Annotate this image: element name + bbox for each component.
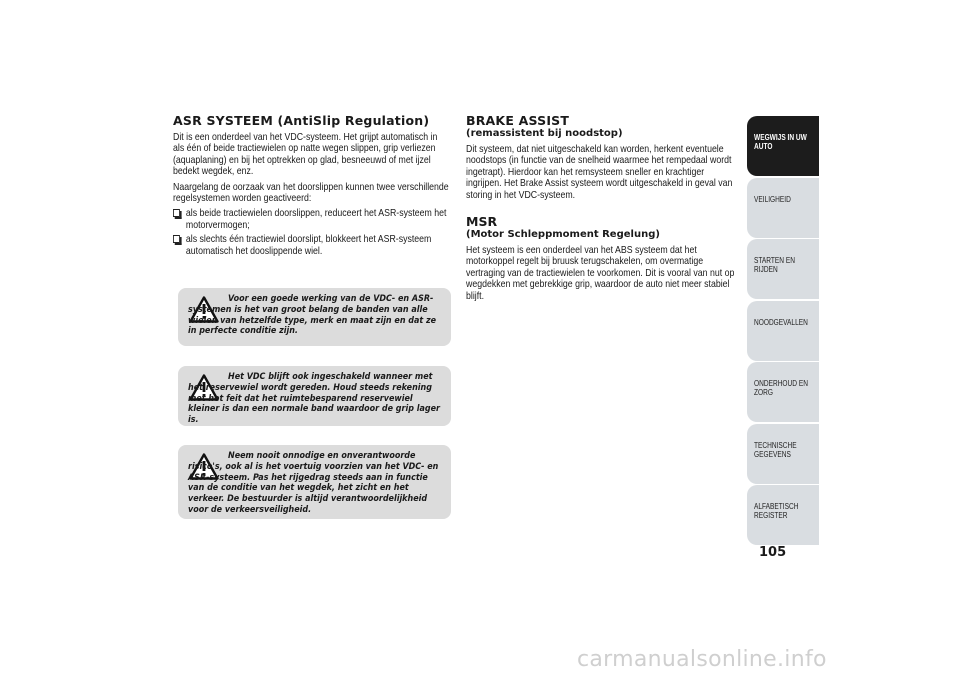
- warning-box: [178, 445, 451, 519]
- warning-text: Het VDC blijft ook ingeschakeld wanneer met het reservewiel wordt gereden. Houd steeds rekening met het feit dat het ruimtebesparend reservewiel kleiner is dan een normale band waardoor de grip lager is.: [188, 371, 440, 426]
- brake-assist-subtitle: (remassistent bij noodstop): [466, 128, 623, 139]
- msr-title: MSR: [466, 214, 498, 230]
- bullet-text: als slechts één tractiewiel doorslipt, blokkeert het ASR-systeem automatisch het dooslippende wiel.: [185, 234, 432, 257]
- watermark: carmanualsonline.info: [577, 647, 827, 672]
- brake-assist-title: BRAKE ASSIST: [466, 113, 570, 128]
- left-column: [173, 113, 451, 260]
- tab-label: STARTEN EN RIJDEN: [754, 256, 795, 274]
- checkbox-bullet-icon: [173, 235, 180, 243]
- chapter-tabs: [747, 116, 819, 547]
- asr-paragraph: Naargelang de oorzaak van het doorslippen kunnen twee verschillende regelsystemen worden geactiveerd:: [173, 181, 449, 205]
- tab-label: TECHNISCHE GEGEVENS: [754, 440, 797, 459]
- tab-label: ALFABETISCH REGISTER: [754, 502, 799, 520]
- msr-subtitle: (Motor Schleppmoment Regelung): [466, 229, 660, 241]
- page-number: 105: [759, 545, 787, 560]
- right-column: [466, 113, 736, 306]
- tab-onderhoud-en-zorg[interactable]: [747, 362, 819, 422]
- checkbox-bullet-icon: [173, 209, 180, 217]
- tab-label: ONDERHOUD EN ZORG: [754, 379, 808, 397]
- tab-veiligheid[interactable]: [747, 178, 819, 238]
- asr-paragraph: Dit is een onderdeel van het VDC-systeem. Het grijpt automatisch in als één of beide tractiewielen op natte wegen slippen, grip verliezen (aquaplaning) en bij het optrekken op glad, besneeuwd of met ijzel bedekt wegdek, enz.: [173, 132, 438, 178]
- tab-wegwijs-in-uw-auto[interactable]: [747, 116, 819, 176]
- msr-text: Het systeem is een onderdeel van het ABS systeem dat het motorkoppel regelt bij bruusk terugschakelen, om overmatige vertraging van de tractiewielen te voorkomen. Dit is vooral van nut op wegdekken met gebrekkige grip, waardoor de auto niet meer stabiel blijft.: [466, 245, 735, 302]
- warning-box: [178, 288, 451, 346]
- asr-bullet-item: [173, 234, 463, 257]
- tab-alfabetisch-register[interactable]: [747, 485, 819, 545]
- warning-text: Voor een goede werking van de VDC- en ASR-systemen is het van groot belang de banden van alle wielen van hetzelfde type, merk en maat zijn en dat ze in perfecte conditie zijn.: [188, 293, 437, 337]
- asr-bullet-item: [173, 208, 463, 231]
- warning-box: [178, 366, 451, 426]
- tab-label: NOODGEVALLEN: [754, 317, 808, 327]
- bullet-text: als beide tractiewielen doorslippen, reduceert het ASR-systeem het motorvermogen;: [185, 208, 447, 231]
- tab-noodgevallen[interactable]: [747, 301, 819, 361]
- tab-starten-en-rijden[interactable]: [747, 239, 819, 299]
- tab-technische-gegevens[interactable]: [747, 424, 819, 484]
- tab-label: WEGWIJS IN UW AUTO: [754, 133, 807, 151]
- brake-assist-text: Dit systeem, dat niet uitgeschakeld kan worden, herkent eventuele noodstops (in functie van de snelheid waarmee het rempedaal wordt ingetrapt). Hierdoor kan het remsysteem sneller en krachtiger ingrijpen. Het Brake Assist systeem wordt uitgeschakeld in geval van storing in het VDC-systeem.: [466, 144, 733, 201]
- tab-label: VEILIGHEID: [754, 194, 791, 204]
- warning-text: Neem nooit onnodige en onverantwoorde risico's, ook al is het voertuig voorzien van het VDC- en ASR-systeem. Pas het rijgedrag steeds aan in functie van de conditie van het wegdek, het zicht en het verkeer. De bestuurder is altijd verantwoordelijkheid voor de verkeersveiligheid.: [188, 450, 439, 515]
- asr-section-title: ASR SYSTEEM (AntiSlip Regulation): [173, 113, 430, 128]
